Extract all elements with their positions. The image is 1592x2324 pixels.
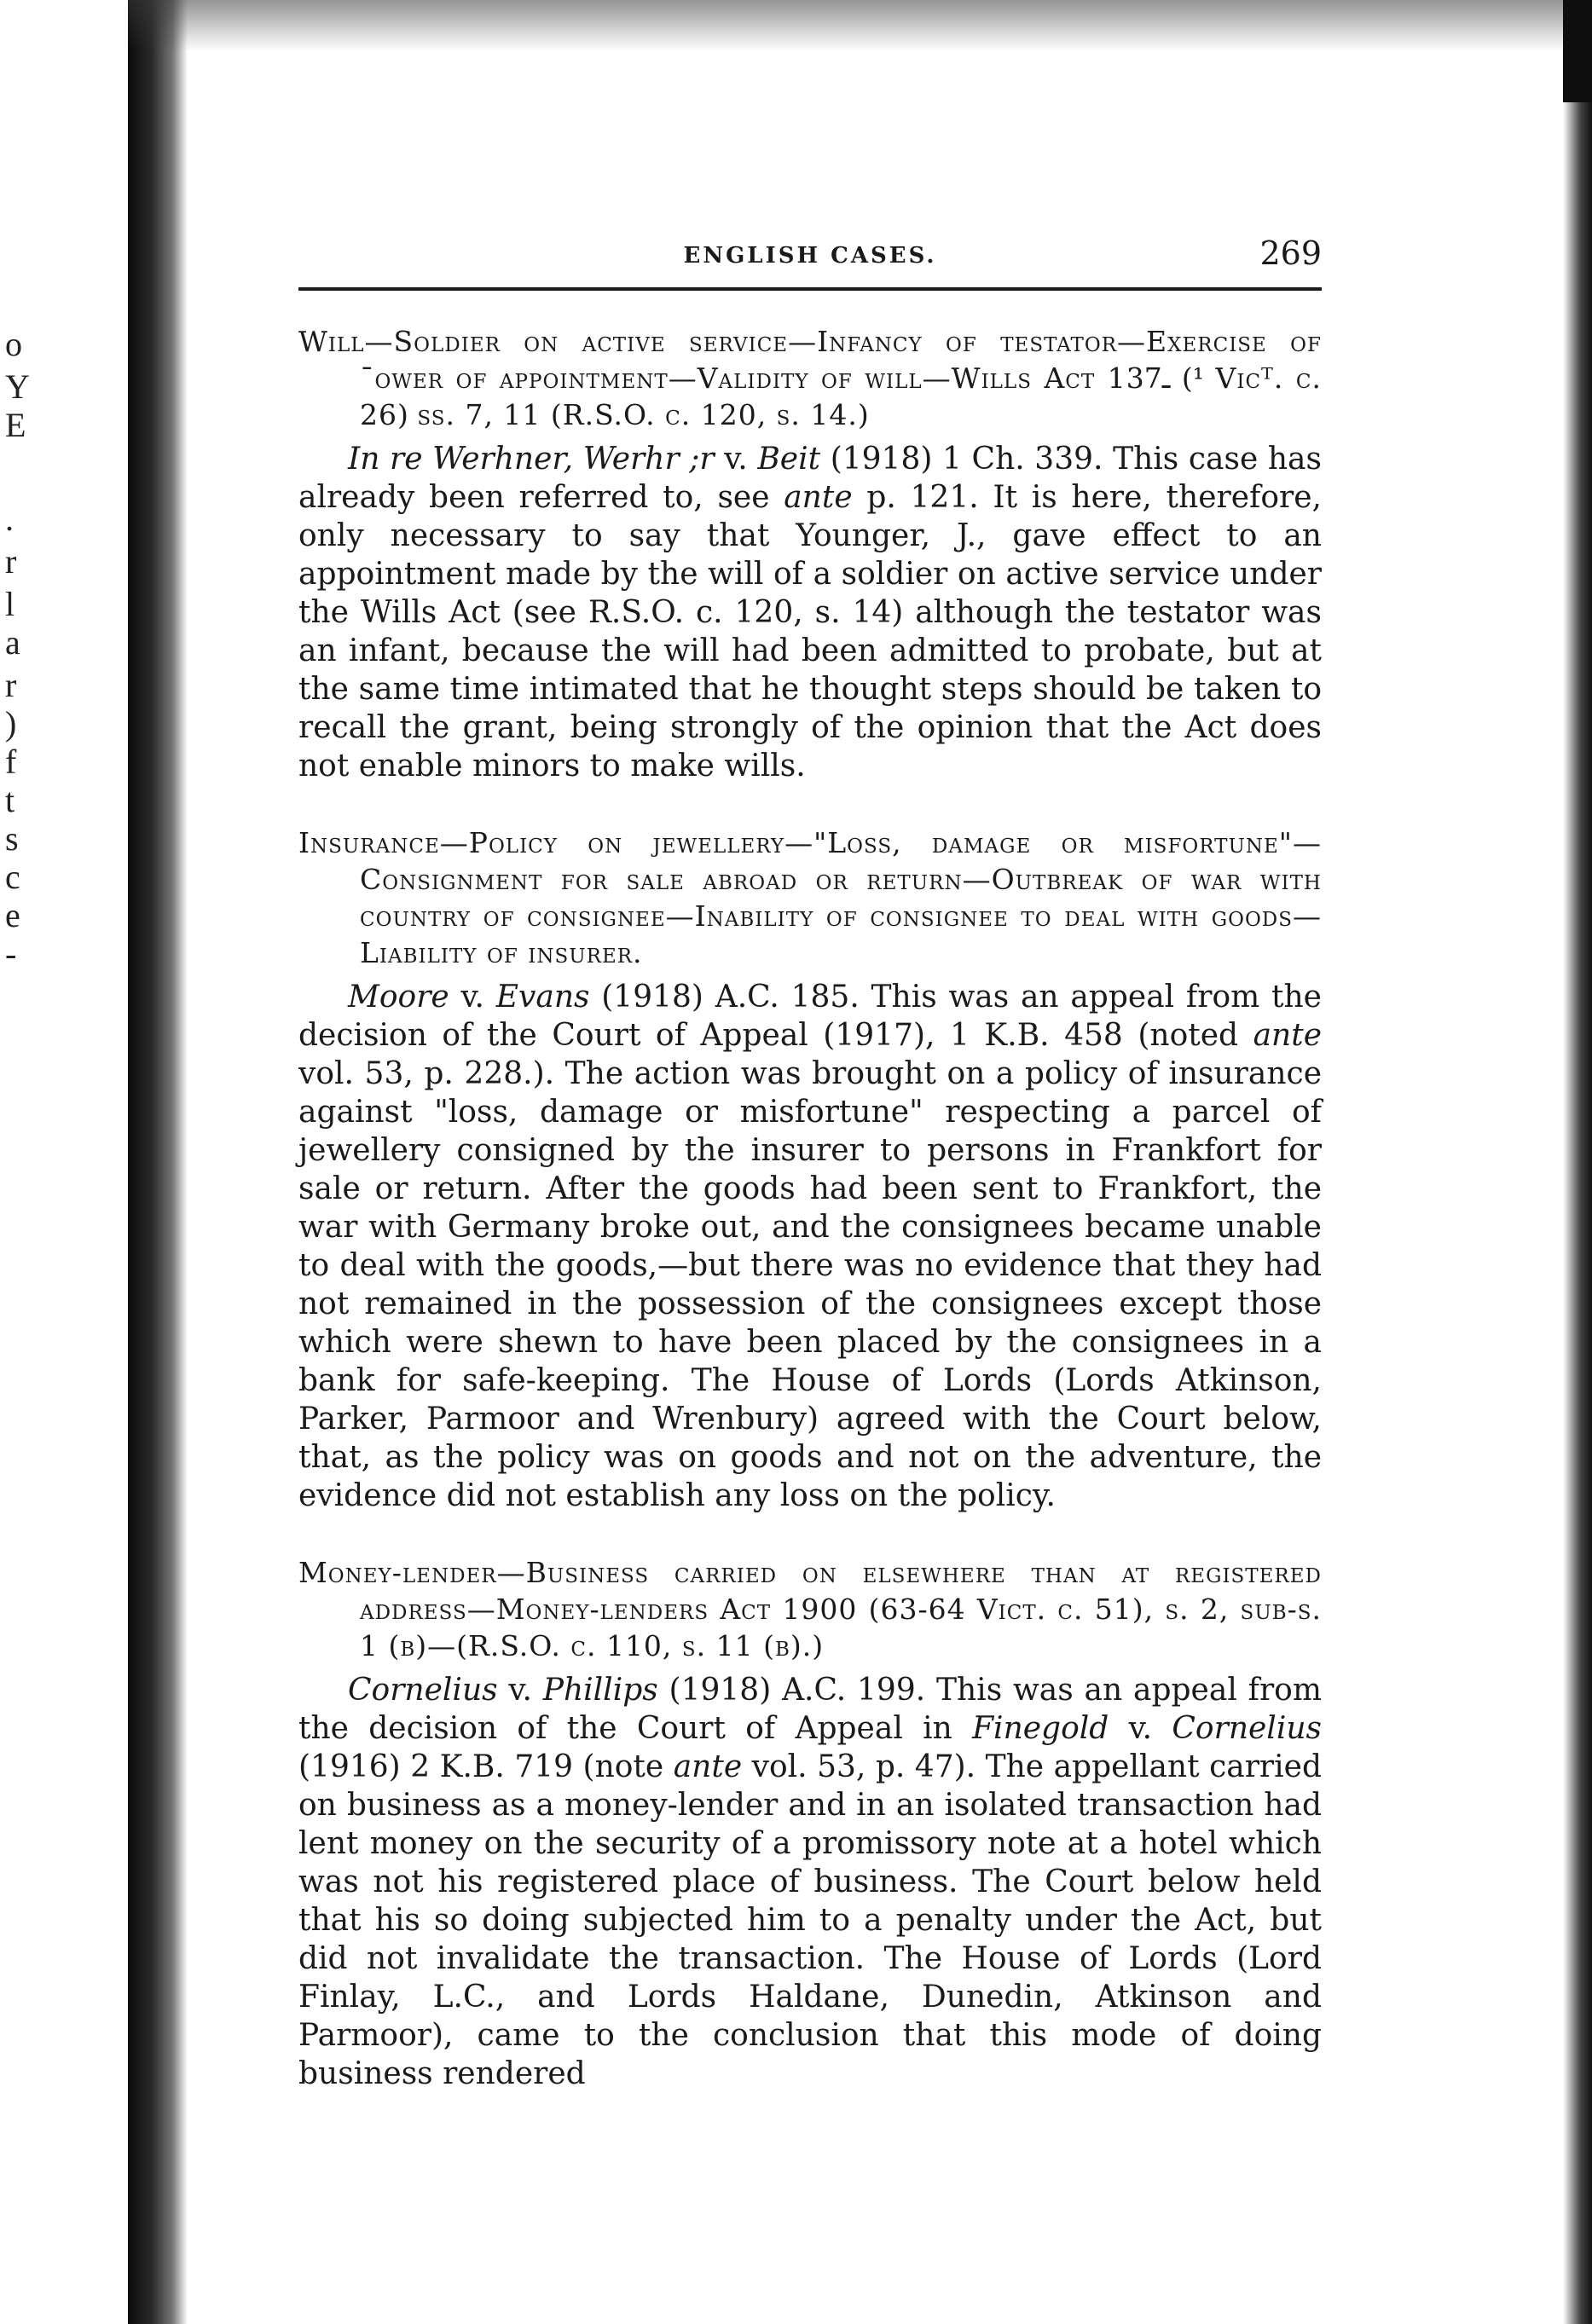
case-headnote: Money-lender—Business carried on elsewhere than at registered address—Money-lenders Act 1900 (63-64 Vict. c. 51), s. 2, sub-s. 1 (b)—(R.S.O. c. 110, s. 11 (b).): [298, 1556, 1322, 1662]
ante-reference: ante: [784, 480, 853, 515]
top-edge-shadow: [128, 0, 1592, 51]
facing-page-fragment: t: [5, 781, 15, 819]
facing-page-fragment: Y: [5, 367, 30, 406]
case-headnote: Will—Soldier on active service—Infancy of testator—Exercise of ˉower of appointment—Validity of will—Wills Act 1ـ37 (¹ Vicᵀ. c. 26) ss. 7, 11 (R.S.O. c. 120, s. 14.): [298, 325, 1322, 431]
case-name: In re Werhner, Werhr ;r: [348, 442, 715, 477]
facing-page-fragment: a: [5, 623, 20, 662]
book-binding-shadow: [128, 0, 188, 2324]
cited-case-name: Finegold: [972, 1711, 1109, 1746]
case-versus: v.: [497, 1673, 543, 1708]
facing-page-fragment: c: [5, 858, 20, 896]
case-versus: v.: [714, 442, 758, 477]
ante-reference: ante: [1253, 1018, 1322, 1053]
ante-reference: ante: [673, 1749, 743, 1784]
facing-page-fragment: e: [5, 896, 20, 934]
cited-case-party: Cornelius: [1172, 1711, 1322, 1746]
case-versus: v.: [449, 980, 496, 1015]
case-section: [298, 323, 1322, 785]
facing-page-fragment: .: [5, 500, 14, 538]
case-summary: [298, 1671, 1322, 2093]
case-party: Beit: [757, 442, 821, 477]
case-name: Moore: [348, 980, 449, 1015]
summary-text: vol. 53, p. 228.). The action was brought on a policy of insurance against "loss, damage or misfortune" respecting a parcel of jewellery consigned by the insurer to persons in Frankfort for sale or return. After the goods had been sent to Frankfort, the war with Germany broke out, and the consignees became unable to deal with the goods,—but there was no evidence that they had not remained in the possession of the consignees except those which were shewn to have been placed by the consignees in a bank for safe-keeping. The House of Lords (Lords Atkinson, Parker, Parmoor and Wrenbury) agreed with the Court below, that, as the policy was on goods and not on the adventure, the evidence did not establish any loss on the policy.: [298, 1056, 1322, 1513]
summary-text: p. 121. It is here, therefore, only necessary to say that Younger, J., gave effect to an appointment made by the will of a soldier on active service under the Wills Act (see R.S.O. c. 120, s. 14) although the testator was an infant, because the will had been admitted to probate, but at the same time intimated that he thought steps should be taken to recall the grant, being strongly of the opinion that the Act does not enable minors to make wills.: [298, 480, 1322, 783]
summary-text: vol. 53, p. 47). The appellant carried on business as a money-lender and in an isolated transaction had lent money on the security of a promissory note at a hotel which was not his registered place of business. The Court below held that his so doing subjected him to a penalty under the Act, but did not invalidate the transaction. The House of Lords (Lord Finlay, L.C., and Lords Haldane, Dunedin, Atkinson and Parmoor), came to the conclusion that this mode of doing business rendered: [298, 1749, 1322, 2091]
facing-page-fragment: -: [5, 934, 17, 973]
right-page-edge: [1563, 0, 1592, 2324]
summary-text: (1916) 2 K.B. 719 (note: [298, 1749, 674, 1784]
facing-page-fragment: E: [5, 406, 26, 444]
facing-page-fragment: f: [5, 743, 17, 781]
summary-text: (1918) 1 Ch. 339. This case has already been referred to, see: [298, 442, 1322, 515]
facing-page-margin: [0, 0, 128, 2324]
facing-page-fragment: s: [5, 819, 19, 858]
facing-page-fragment: r: [5, 666, 17, 704]
facing-page-fragment: l: [5, 585, 15, 623]
case-summary: [298, 978, 1322, 1515]
case-name: Cornelius: [348, 1673, 498, 1708]
case-section: [298, 824, 1322, 1515]
summary-text: (1918) A.C. 199. This was an appeal from the decision of the Court of Appeal in: [298, 1673, 1322, 1746]
case-summary: [298, 440, 1322, 785]
right-page-corner: [1563, 0, 1592, 102]
running-head: [298, 234, 1322, 291]
case-versus: v.: [1109, 1711, 1172, 1746]
case-party: Evans: [495, 980, 590, 1015]
summary-text: (1918) A.C. 185. This was an appeal from the decision of the Court of Appeal (1917), 1 K.B. 458 (noted: [298, 980, 1322, 1053]
facing-page-fragment: ): [5, 704, 17, 743]
facing-page-fragment: r: [5, 542, 17, 581]
facing-page-fragment: o: [5, 325, 22, 363]
case-section: [298, 1554, 1322, 2093]
page-body: [298, 234, 1322, 2132]
running-title: ENGLISH CASES.: [683, 243, 937, 269]
page-number: 269: [1259, 234, 1322, 272]
case-headnote: Insurance—Policy on jewellery—"Loss, damage or misfortune"—Consignment for sale abroad or return—Outbreak of war with country of consignee—Inability of consignee to deal with goods—Liability of insurer.: [298, 826, 1322, 969]
case-party: Phillips: [542, 1673, 658, 1708]
